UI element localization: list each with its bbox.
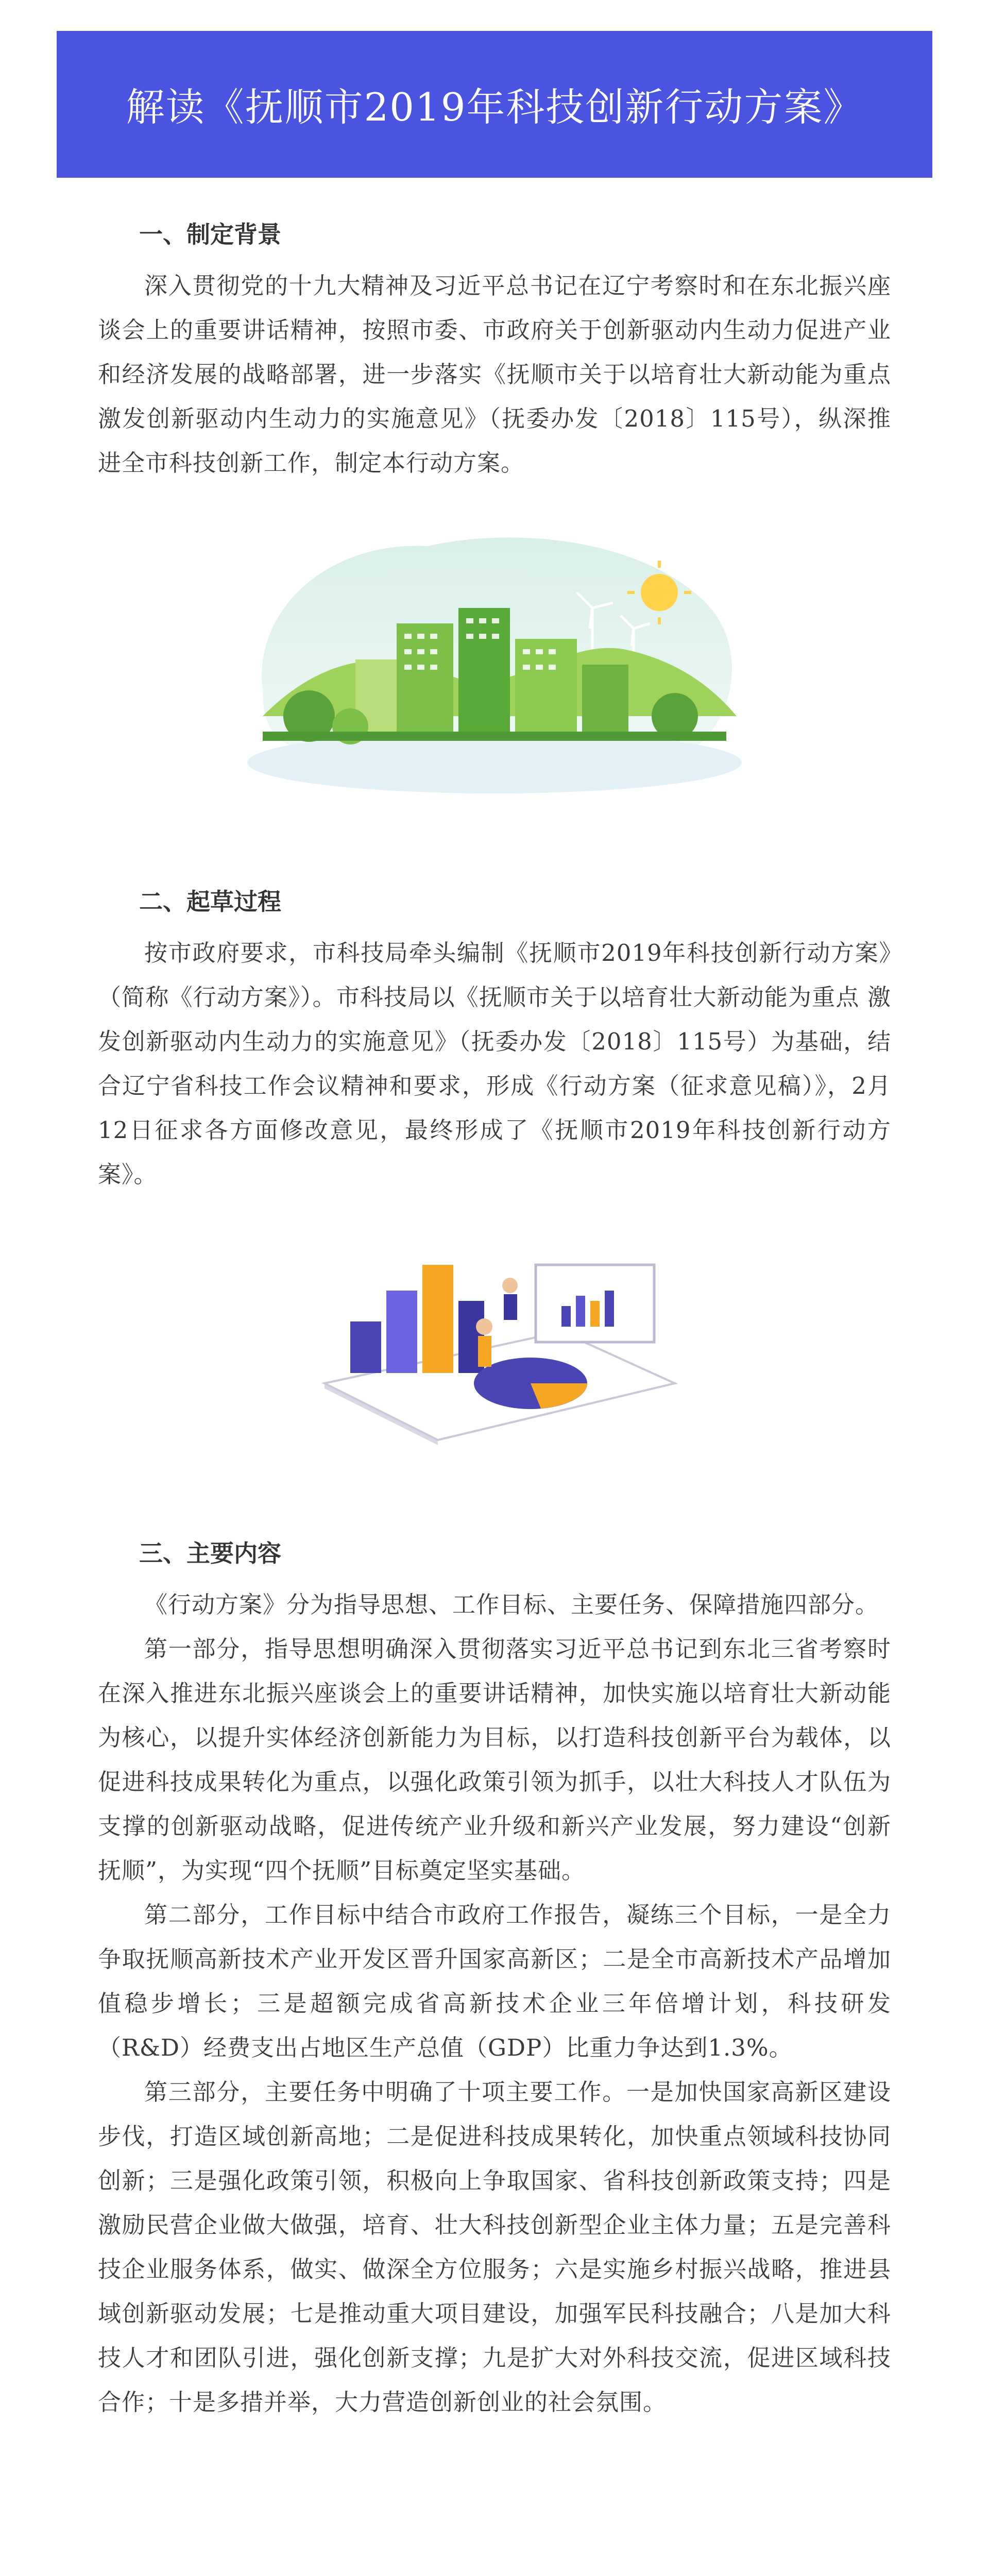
section-paragraph: 第二部分，工作目标中结合市政府工作报告，凝练三个目标，一是全力争取抚顺高新技术产业开发区晋升国家高新区；二是全市高新技术产品增加值稳步增长；三是超额完成省高新技术企业三年倍增计划，科技研发（R&D）经费支出占地区生产总值（GDP）比重力争达到1.3%。: [98, 1901, 891, 2061]
section-main-content: [98, 1535, 891, 2425]
section-heading: 三、主要内容: [139, 1539, 281, 1567]
title-banner: [57, 31, 932, 178]
section-paragraph: 第三部分，主要任务中明确了十项主要工作。一是加快国家高新区建设步伐，打造区域创新高地；二是促进科技成果转化，加快重点领域科技协同创新；三是强化政策引领，积极向上争取国家、省科技创新政策支持；四是激励民营企业做大做强，培育、壮大科技创新型企业主体力量；五是完善科技企业服务体系，做实、做深全方位服务；六是实施乡村振兴战略，推进县域创新驱动发展；七是推动重大项目建设，加强军民科技融合；八是加大科技人才和团队引进，强化创新支撑；九是扩大对外科技交流，促进区域科技合作；十是多措并举，大力营造创新创业的社会氛围。: [98, 2078, 891, 2416]
section-background: [98, 216, 891, 485]
section-paragraph: 深入贯彻党的十九大精神及习近平总书记在辽宁考察时和在东北振兴座谈会上的重要讲话精神，按照市委、市政府关于创新驱动内生动力促进产业和经济发展的战略部署，进一步落实《抚顺市关于以培育壮大新动能为重点 激发创新驱动内生动力的实施意见》（抚委办发〔2018〕115号），纵深推进全市科技创新工作，制定本行动方案。: [98, 272, 891, 477]
section-heading: 二、起草过程: [139, 888, 281, 916]
section-paragraph: 第一部分，指导思想明确深入贯彻落实习近平总书记到东北三省考察时在深入推进东北振兴座谈会上的重要讲话精神，加快实施以培育壮大新动能为核心，以提升实体经济创新能力为目标，以打造科技创新平台为载体，以促进科技成果转化为重点，以强化政策引领为抓手，以壮大科技人才队伍为支撑的创新驱动战略，促进传统产业升级和新兴产业发展，努力建设“创新抚顺”，为实现“四个抚顺”目标奠定坚实基础。: [98, 1635, 891, 1884]
green-city-illustration: [232, 520, 757, 824]
section-heading: 一、制定背景: [139, 221, 281, 248]
section-paragraph: 《行动方案》分为指导思想、工作目标、主要任务、保障措施四部分。: [144, 1591, 879, 1618]
data-analysis-illustration: [314, 1249, 685, 1445]
section-paragraph: 按市政府要求，市科技局牵头编制《抚顺市2019年科技创新行动方案》（简称《行动方案》）。市科技局以《抚顺市关于以培育壮大新动能为重点 激发创新驱动内生动力的实施意见》（抚委办发〔2018〕115号）为基础，结合辽宁省科技工作会议精神和要求，形成《行动方案（征求意见稿）》，2月12日征求各方面修改意见，最终形成了《抚顺市2019年科技创新行动方案》。: [98, 939, 891, 1188]
section-drafting: [98, 884, 891, 1197]
page-title: 解读《抚顺市2019年科技创新行动方案》: [126, 84, 863, 130]
